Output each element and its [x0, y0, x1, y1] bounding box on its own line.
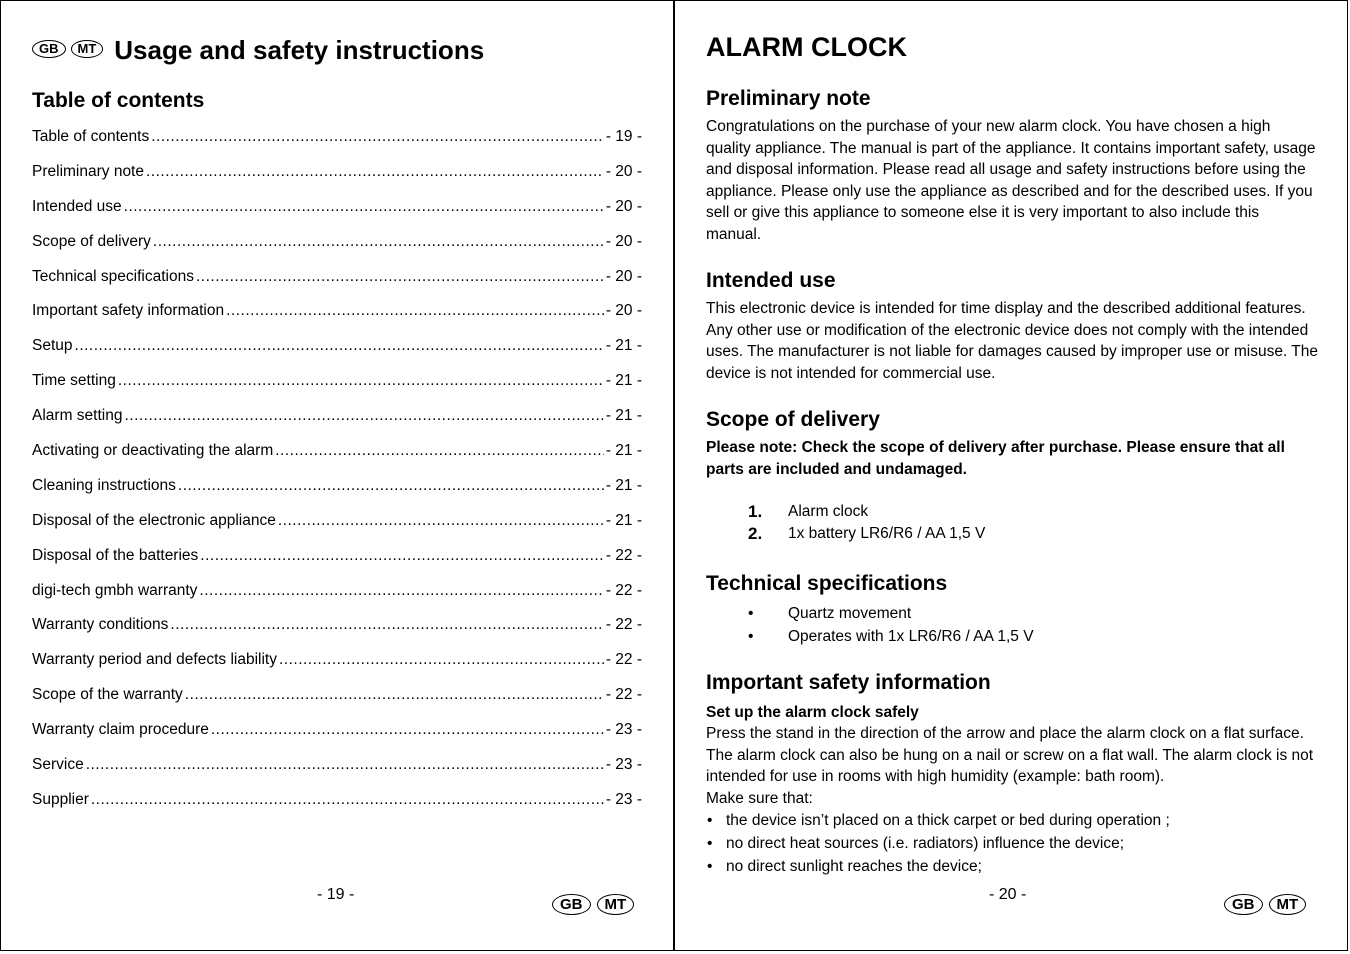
toc-entry-label: Alarm setting — [32, 407, 123, 425]
toc-entry-page: - 21 - — [605, 372, 642, 390]
toc-entry-label: Scope of delivery — [32, 232, 151, 250]
toc-leader-dots — [278, 512, 604, 530]
product-title: ALARM CLOCK — [706, 32, 907, 62]
item-number: 1. — [748, 502, 763, 521]
toc-leader-dots — [153, 233, 604, 251]
toc-entry-page: - 21 - — [605, 511, 642, 529]
item-text: Alarm clock — [788, 503, 869, 520]
toc-leader-dots — [275, 442, 604, 460]
toc-entry — [32, 756, 642, 791]
toc-entry-label: Warranty period and defects liability — [32, 651, 277, 669]
list-item: • no direct sunlight reaches the device; — [706, 855, 1318, 878]
toc-entry-label: Scope of the warranty — [32, 686, 183, 704]
right-page — [706, 0, 1318, 951]
toc-leader-dots — [86, 756, 604, 774]
toc-entry-label: Technical specifications — [32, 267, 194, 285]
toc-entry — [32, 616, 642, 651]
toc-entry-label: Disposal of the batteries — [32, 546, 199, 564]
list-item: • the device isn’t placed on a thick carpet or bed during operation ; — [706, 809, 1318, 832]
toc-entry — [32, 791, 642, 826]
toc-entry — [32, 477, 642, 512]
toc-leader-dots — [199, 582, 603, 600]
toc-entry-label: Warranty conditions — [32, 616, 169, 634]
section-heading: Important safety information — [706, 671, 991, 694]
toc-entry — [32, 407, 642, 442]
section-important-safety — [706, 671, 1318, 878]
toc-leader-dots — [185, 686, 604, 704]
toc-entry-page: - 20 - — [605, 197, 642, 215]
section-heading: Intended use — [706, 269, 836, 292]
list-item — [706, 501, 1318, 523]
toc-entry-label: Important safety information — [32, 302, 225, 320]
toc-entry — [32, 233, 642, 268]
toc-entry-label: digi-tech gmbh warranty — [32, 581, 198, 599]
toc-leader-dots — [91, 791, 604, 809]
toc-entry-page: - 21 - — [605, 407, 642, 425]
toc-entry-label: Table of contents — [32, 128, 150, 145]
toc-entry-page: - 21 - — [605, 442, 642, 460]
toc-entry-label: Activating or deactivating the alarm — [32, 442, 274, 460]
section-intended-use — [706, 269, 1318, 384]
section-scope-of-delivery — [706, 408, 1318, 545]
toc-entry-page: - 20 - — [605, 162, 642, 180]
list-item — [706, 523, 1318, 545]
toc-leader-dots — [200, 547, 604, 565]
page-title — [32, 32, 484, 66]
item-text: 1x battery LR6/R6 / AA 1,5 V — [788, 525, 986, 542]
toc-entry-label: Disposal of the electronic appliance — [32, 511, 276, 529]
toc-leader-dots — [118, 372, 604, 390]
toc-entry-page: - 19 - — [605, 128, 642, 145]
scope-note: Please note: Check the scope of delivery after purchase. Please ensure that all parts are included and undamaged. — [706, 439, 1285, 478]
toc-entry — [32, 512, 642, 547]
page-number: - 19 - — [317, 886, 355, 903]
page-number: - 20 - — [989, 886, 1027, 903]
toc-entry-page: - 21 - — [605, 337, 642, 355]
section-heading: Technical specifications — [706, 572, 948, 595]
make-sure-label: Make sure that: — [706, 789, 813, 807]
left-page — [32, 0, 642, 951]
toc-leader-dots — [178, 477, 604, 495]
toc-entry-page: - 22 - — [605, 546, 642, 564]
section-text: This electronic device is intended for time display and the described additional features. Any other use or modification of the electronic device does not comply with the intended uses. The manufacturer is not liable for damages caused by improper use or misuse. The device is not intended for commercial use. — [706, 300, 1318, 382]
list-item: • Operates with 1x LR6/R6 / AA 1,5 V — [706, 625, 1318, 648]
safety-text: Press the stand in the direction of the arrow and place the alarm clock on a flat surface. The alarm clock can also be hung on a nail or screw on a flat wall. The alarm clock is not intended for use in rooms with high humidity (example: bath room). — [706, 725, 1314, 785]
toc-leader-dots — [151, 128, 604, 146]
spec-list — [706, 602, 1318, 648]
toc-entry-page: - 20 - — [605, 232, 642, 250]
language-badge-mt: MT — [71, 40, 104, 58]
safety-subheading: Set up the alarm clock safely — [706, 704, 919, 721]
toc-entry — [32, 372, 642, 407]
list-item: • no direct heat sources (i.e. radiators) influence the device; — [706, 832, 1318, 855]
toc-entry-page: - 22 - — [605, 686, 642, 704]
toc-leader-dots — [146, 163, 604, 181]
toc-entry — [32, 268, 642, 303]
title-text: Usage and safety instructions — [114, 35, 485, 65]
toc-entry — [32, 442, 642, 477]
section-heading: Scope of delivery — [706, 408, 880, 431]
toc-leader-dots — [124, 407, 603, 425]
language-badge-gb: GB — [32, 40, 66, 58]
table-of-contents — [32, 128, 642, 826]
toc-entry — [32, 651, 642, 686]
page-divider — [673, 0, 675, 951]
toc-entry-page: - 20 - — [605, 267, 642, 285]
section-preliminary-note — [706, 87, 1318, 245]
toc-entry-page: - 23 - — [605, 790, 642, 808]
toc-entry-page: - 22 - — [605, 581, 642, 599]
footer-badge-gb: GB — [552, 894, 591, 915]
toc-entry-label: Setup — [32, 337, 73, 355]
toc-entry-label: Warranty claim procedure — [32, 721, 209, 739]
toc-entry-page: - 23 - — [605, 756, 642, 774]
toc-entry — [32, 163, 642, 198]
footer-badges — [546, 894, 634, 915]
toc-entry-label: Cleaning instructions — [32, 476, 176, 494]
section-technical-specifications — [706, 572, 1318, 648]
language-badges — [32, 32, 108, 63]
toc-entry-label: Time setting — [32, 372, 116, 390]
toc-entry-page: - 20 - — [605, 302, 642, 320]
toc-entry-page: - 21 - — [605, 476, 642, 494]
toc-leader-dots — [170, 616, 603, 634]
toc-entry — [32, 198, 642, 233]
item-number: 2. — [748, 524, 763, 543]
section-text: Congratulations on the purchase of your new alarm clock. You have chosen a high quality appliance. The manual is part of the appliance. It contains important safety, usage and disposal information. Please read all usage and safety instructions before using the appliance. Please only use the appliance as described and for the described uses. If you sell or give this appliance to someone else it is very important to also include this manual. — [706, 118, 1316, 243]
toc-entry-page: - 23 - — [605, 721, 642, 739]
footer-badge-gb: GB — [1224, 894, 1263, 915]
section-heading: Preliminary note — [706, 87, 871, 110]
toc-leader-dots — [196, 268, 604, 286]
footer-badges — [1218, 894, 1306, 915]
footer-badge-mt: MT — [597, 894, 635, 915]
delivery-list — [706, 501, 1318, 545]
toc-entry — [32, 582, 642, 617]
toc-entry-label: Supplier — [32, 790, 89, 808]
list-item: • Quartz movement — [706, 602, 1318, 625]
toc-entry — [32, 686, 642, 721]
toc-entry — [32, 337, 642, 372]
toc-entry — [32, 721, 642, 756]
footer-badge-mt: MT — [1269, 894, 1307, 915]
toc-entry-page: - 22 - — [605, 651, 642, 669]
toc-entry — [32, 128, 642, 163]
toc-leader-dots — [124, 198, 604, 216]
toc-entry-page: - 22 - — [605, 616, 642, 634]
toc-entry — [32, 302, 642, 337]
toc-leader-dots — [279, 651, 604, 669]
toc-entry-label: Intended use — [32, 197, 122, 215]
toc-entry-label: Service — [32, 756, 84, 774]
toc-entry — [32, 547, 642, 582]
toc-leader-dots — [211, 721, 604, 739]
safety-list — [706, 809, 1318, 878]
toc-leader-dots — [75, 337, 604, 355]
toc-leader-dots — [226, 302, 604, 320]
toc-heading: Table of contents — [32, 89, 205, 112]
toc-entry-label: Preliminary note — [32, 162, 144, 180]
